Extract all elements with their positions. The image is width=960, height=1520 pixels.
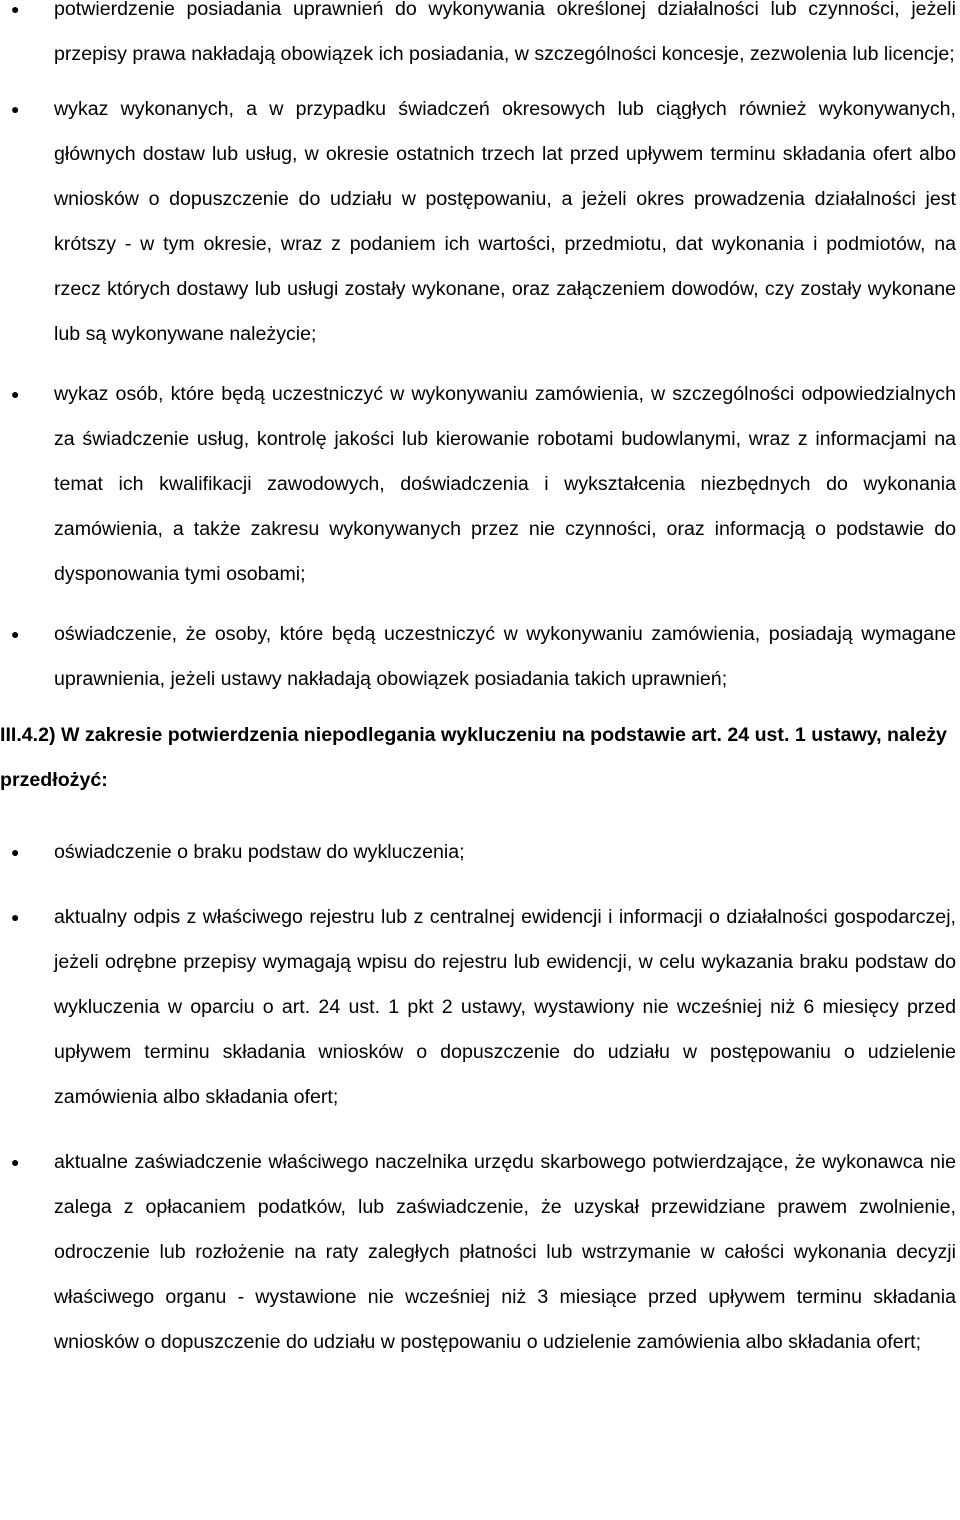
list-item xyxy=(0,87,960,357)
list-item-text: potwierdzenie posiadania uprawnień do wykonywania określonej działalności lub czynności, jeżeli przepisy prawa nakładają obowiązek ich posiadania, w szczególności koncesje, zezwolenia lub licencje; xyxy=(54,0,956,65)
list-item xyxy=(0,372,960,597)
list-item-text: wykaz osób, które będą uczestniczyć w wykonywaniu zamówienia, w szczególności odpowiedzialnych za świadczenie usług, kontrolę jakości lub kierowanie robotami budowlanymi, wraz z informacjami na temat ich kwalifikacji zawodowych, doświadczenia i wykształcenia niezbędnych do wykonania zamówienia, a także zakresu wykonywanych przez nie czynności, oraz informacją o podstawie do dysponowania tymi osobami; xyxy=(54,383,956,585)
bullet-icon: ● xyxy=(11,626,20,642)
list-item xyxy=(0,0,960,77)
list-item xyxy=(0,830,960,875)
list-item-text: wykaz wykonanych, a w przypadku świadczeń okresowych lub ciągłych również wykonywanych, głównych dostaw lub usług, w okresie ostatnich trzech lat przed upływem terminu składania ofert albo wniosków o dopuszczenie do udziału w postępowaniu, a jeżeli okres prowadzenia działalności jest krótszy - w tym okresie, wraz z podaniem ich wartości, przedmiotu, dat wykonania i podmiotów, na rzecz których dostawy lub usługi zostały wykonane, oraz załączeniem dowodów, czy zostały wykonane lub są wykonywane należycie; xyxy=(54,98,956,345)
list-item xyxy=(0,612,960,702)
list-item xyxy=(0,1140,960,1365)
bullet-icon: ● xyxy=(11,909,20,925)
list-item-text: aktualny odpis z właściwego rejestru lub z centralnej ewidencji i informacji o działalności gospodarczej, jeżeli odrębne przepisy wymagają wpisu do rejestru lub ewidencji, w celu wykazania braku podstaw do wykluczenia w oparciu o art. 24 ust. 1 pkt 2 ustawy, wystawiony nie wcześniej niż 6 miesięcy przed upływem terminu składania wniosków o dopuszczenie do udziału w postępowaniu o udzielenie zamówienia albo składania ofert; xyxy=(54,906,956,1108)
section-heading: III.4.2) W zakresie potwierdzenia niepodlegania wykluczeniu na podstawie art. 24 ust. 1 ustawy, należy przedłożyć: xyxy=(0,724,947,791)
bullet-icon: ● xyxy=(11,101,20,117)
list-item-text: oświadczenie o braku podstaw do wykluczenia; xyxy=(54,841,465,863)
requirements-list-b xyxy=(0,830,960,1365)
bullet-icon: ● xyxy=(11,1154,20,1170)
bullet-icon: ● xyxy=(11,1,20,17)
bullet-icon: ● xyxy=(11,844,20,860)
list-item-text: aktualne zaświadczenie właściwego naczelnika urzędu skarbowego potwierdzające, że wykonawca nie zalega z opłacaniem podatków, lub zaświadczenie, że uzyskał przewidziane prawem zwolnienie, odroczenie lub rozłożenie na raty zaległych płatności lub wstrzymanie w całości wykonania decyzji właściwego organu - wystawione nie wcześniej niż 3 miesiące przed upływem terminu składania wniosków o dopuszczenie do udziału w postępowaniu o udzielenie zamówienia albo składania ofert; xyxy=(54,1151,956,1353)
requirements-list-a xyxy=(0,0,960,702)
list-item-text: oświadczenie, że osoby, które będą uczestniczyć w wykonywaniu zamówienia, posiadają wymagane uprawnienia, jeżeli ustawy nakładają obowiązek posiadania takich uprawnień; xyxy=(54,623,956,690)
list-item xyxy=(0,895,960,1120)
bullet-icon: ● xyxy=(11,386,20,402)
